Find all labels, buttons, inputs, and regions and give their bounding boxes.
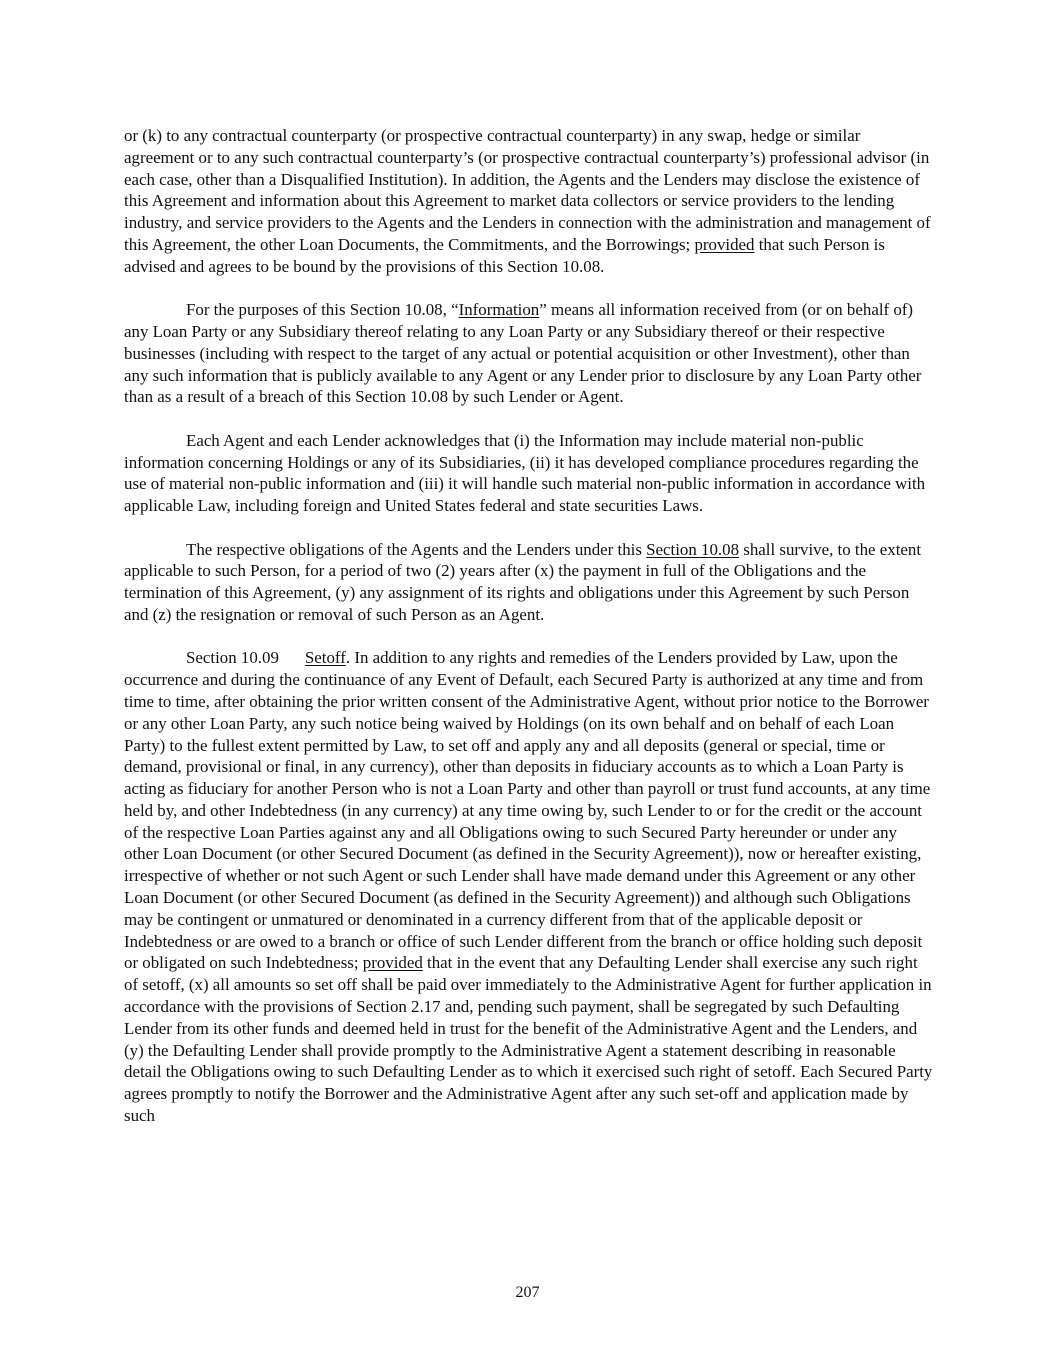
text-run: shall survive, to the extent applicable to such Person, for a period of two (2) years after (x) the payment in full of the Obligations and the termination of this Agreement, (y) any assignment of its rights and obligations under this Agreement by such Person and (z) the resignation or removal of such Person as an Agent. [124,539,922,624]
paragraph-disclosure-continuation [124,125,934,278]
underlined-term-provided: provided [362,953,423,973]
paragraph-information-definition [124,299,934,408]
text-run: . In addition to any rights and remedies of the Lenders provided by Law, upon the occurrence and during the continuance of any Event of Default, each Secured Party is authorized at any time and from time to time, after obtaining the prior written consent of the Administrative Agent, without prior notice to the Borrower or any other Loan Party, any such notice being waived by Holdings (on its own behalf and on behalf of each Loan Party) to the fullest extent permitted by Law, to set off and apply any and all deposits (general or special, time or demand, provisional or final, in any currency), other than deposits in fiduciary accounts as to which a Loan Party is acting as fiduciary for another Person who is not a Loan Party and other than payroll or trust fund accounts, at any time held by, and other Indebtedness (in any currency) at any time owing by, such Lender to or for the credit or the account of the respective Loan Parties against any and all Obligations owing to such Secured Party hereunder or under any other Loan Document (or other Secured Document (as defined in the Security Agreement)), now or hereafter existing, irrespective of whether or not such Agent or such Lender shall have made demand under this Agreement or any other Loan Document (or other Secured Document (as defined in the Security Agreement)) and although such Obligations may be contingent or unmatured or denominated in a currency different from that of the applicable deposit or Indebtedness or are owed to a branch or office of such Lender different from the branch or office holding such deposit or obligated on such Indebtedness; [124,648,931,973]
underlined-term-provided: provided [694,234,755,254]
underlined-section-reference: Section 10.08 [646,539,740,559]
text-run: Each Agent and each Lender acknowledges that (i) the Information may include material non-public information concerning Holdings or any of its Subsidiaries, (ii) it has developed compliance procedures regarding the use of material non-public information and (iii) it will handle such material non-public information in accordance with applicable Law, including foreign and United States federal and state securities Laws. [124,430,926,516]
underlined-term-information: Information [458,300,540,320]
section-number: Section 10.09 [186,648,279,668]
page-number: 207 [515,1284,540,1301]
text-run: or (k) to any contractual counterparty (or prospective contractual counterparty) in any swap, hedge or similar agreement or to any such contractual counterparty’s (or prospective contractual counterparty’s) professional advisor (in each case, other than a Disqualified Institution). In addition, the Agents and the Lenders may disclose the existence of this Agreement and information about this Agreement to market data collectors or service providers to the lending industry, and service providers to the Agents and the Lenders in connection with the administration and management of this Agreement, the other Loan Documents, the Commitments, and the Borrowings; [124,126,931,254]
text-run: The respective obligations of the Agents and the Lenders under this [186,539,647,559]
text-run: that such Person is advised and agrees to be bound by the provisions of this Section 10.08. [124,234,885,276]
paragraph-survival [124,539,934,626]
text-run: ” means all information received from (or on behalf of) any Loan Party or any Subsidiary thereof relating to any Loan Party or any Subsidiary thereof or their respective businesses (including with respect to the target of any actual or potential acquisition or other Investment), other than any such information that is publicly available to any Agent or any Lender prior to disclosure by any Loan Party other than as a result of a breach of this Section 10.08 by such Lender or Agent. [124,300,922,407]
text-run: that in the event that any Defaulting Lender shall exercise any such right of setoff, (x) all amounts so set off shall be paid over immediately to the Administrative Agent for further application in accordance with the provisions of Section 2.17 and, pending such payment, shall be segregated by such Defaulting Lender from its other funds and deemed held in trust for the benefit of the Administrative Agent and the Lenders, and (y) the Defaulting Lender shall provide promptly to the Administrative Agent a statement describing in reasonable detail the Obligations owing to such Defaulting Lender as to which it exercised such right of setoff. Each Secured Party agrees promptly to notify the Borrower and the Administrative Agent after any such set-off and application made by such [124,953,933,1126]
paragraph-acknowledgement [124,430,934,517]
document-page [124,125,934,1148]
paragraph-section-10-09-setoff [124,647,934,1127]
text-run: For the purposes of this Section 10.08, “ [186,300,459,320]
section-heading-setoff: Setoff [304,648,346,668]
